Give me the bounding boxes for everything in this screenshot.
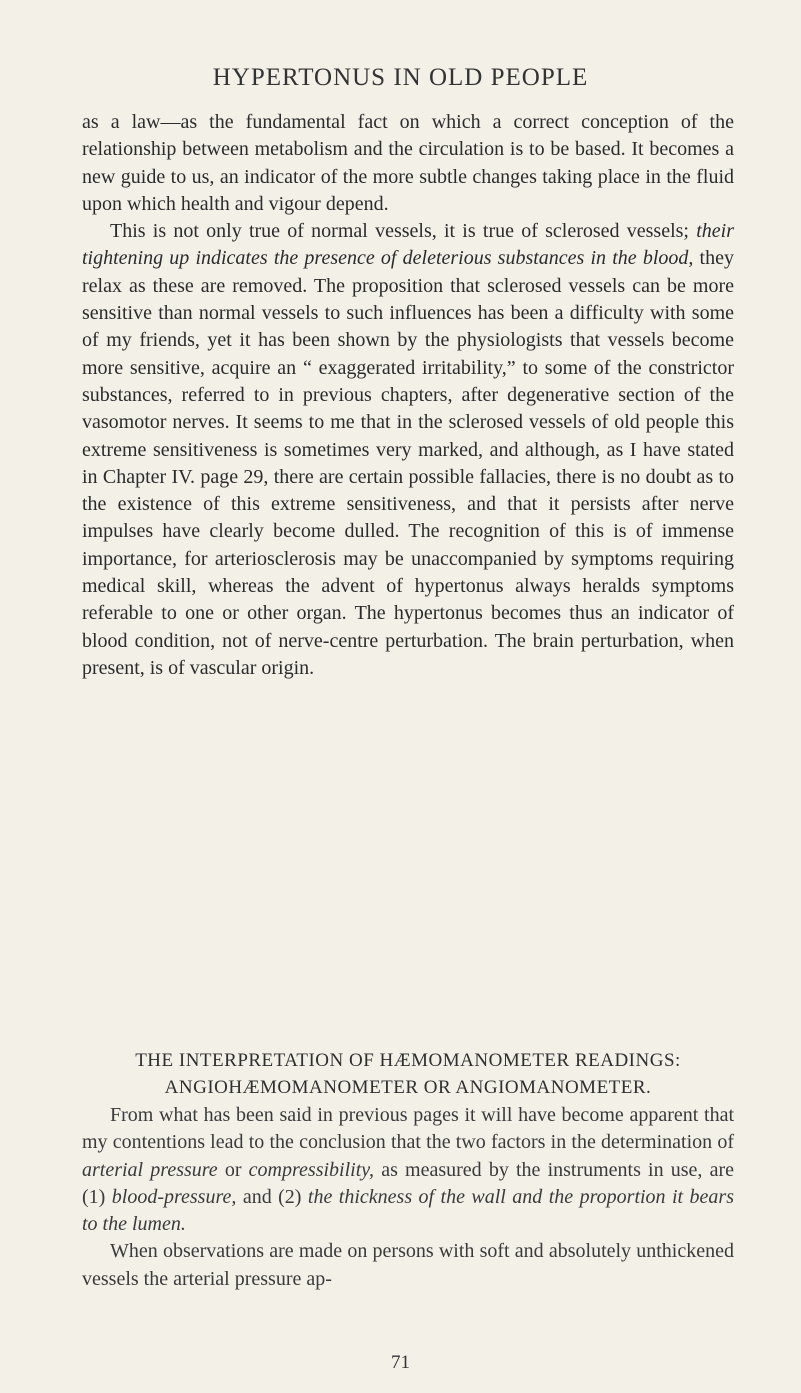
- text-segment: or: [217, 1158, 249, 1181]
- italic-text-segment: blood-pressure,: [111, 1185, 237, 1208]
- text-segment: and (2): [236, 1185, 308, 1208]
- body-text-bottom: [82, 1102, 734, 1293]
- italic-text-segment: their tightening up indicates the presence of deleterious substances in the blood,: [82, 220, 734, 270]
- body-text-top: [82, 109, 734, 682]
- italic-text-segment: compressibility,: [248, 1158, 375, 1181]
- paragraph: [82, 1102, 734, 1238]
- paragraph: [82, 1238, 734, 1293]
- paragraph: [82, 218, 734, 682]
- text-segment: they relax as these are removed. The proposition that sclerosed vessels can be more sensitive than normal vessels to such influences has been a difficulty with some of my friends, yet it has been shown by the physiologists that vessels become more sensitive, acquire an “ exaggerated irritability,” to some of the constrictor substances, referred to in previous chapters, after degenerative section of the vasomotor nerves. It seems to me that in the sclerosed vessels of old people this extreme sensitiveness is sometimes very marked, and although, as I have stated in Chapter IV. page 29, there are certain possible fallacies, there is no doubt as to the existence of this extreme sensitiveness, and that it persists after nerve impulses have clearly become dulled. The recognition of this is of immense importance, for arteriosclerosis may be unaccompanied by symptoms requiring medical skill, whereas the advent of hypertonus always heralds symptoms referable to one or other organ. The hypertonus becomes thus an indicator of blood condition, not of nerve-centre perturbation. The brain perturbation, when present, is of vascular origin.: [82, 247, 734, 679]
- text-segment: as a law—as the fundamental fact on which a correct conception of the relationship between metabolism and the circulation is to be based. It becomes a new guide to us, an indicator of the more subtle changes taking place in the fluid upon which health and vigour depend.: [82, 111, 734, 215]
- paragraph: [82, 109, 734, 218]
- text-segment: as measured by the instruments in use, are (1): [82, 1158, 735, 1208]
- italic-text-segment: arterial pressure: [82, 1158, 218, 1181]
- text-segment: When observations are made on persons with soft and absolutely unthickened vessels the arterial pressure ap-: [82, 1240, 734, 1290]
- section-heading-line: ANGIOHÆMOMANOMETER OR ANGIOMANOMETER.: [164, 1077, 652, 1098]
- text-segment: This is not only true of normal vessels, it is true of sclerosed vessels;: [110, 220, 697, 243]
- italic-text-segment: the thickness of the wall and the proportion it bears to the lumen.: [82, 1185, 734, 1236]
- section-heading: [82, 1047, 734, 1101]
- page-number: 71: [391, 1352, 410, 1373]
- text-segment: From what has been said in previous pages it will have become apparent that my contentions lead to the conclusion that the two factors in the determination of: [82, 1104, 734, 1154]
- running-head: HYPERTONUS IN OLD PEOPLE: [212, 64, 589, 91]
- section-heading-line: THE INTERPRETATION OF HÆMOMANOMETER READINGS:: [135, 1050, 681, 1071]
